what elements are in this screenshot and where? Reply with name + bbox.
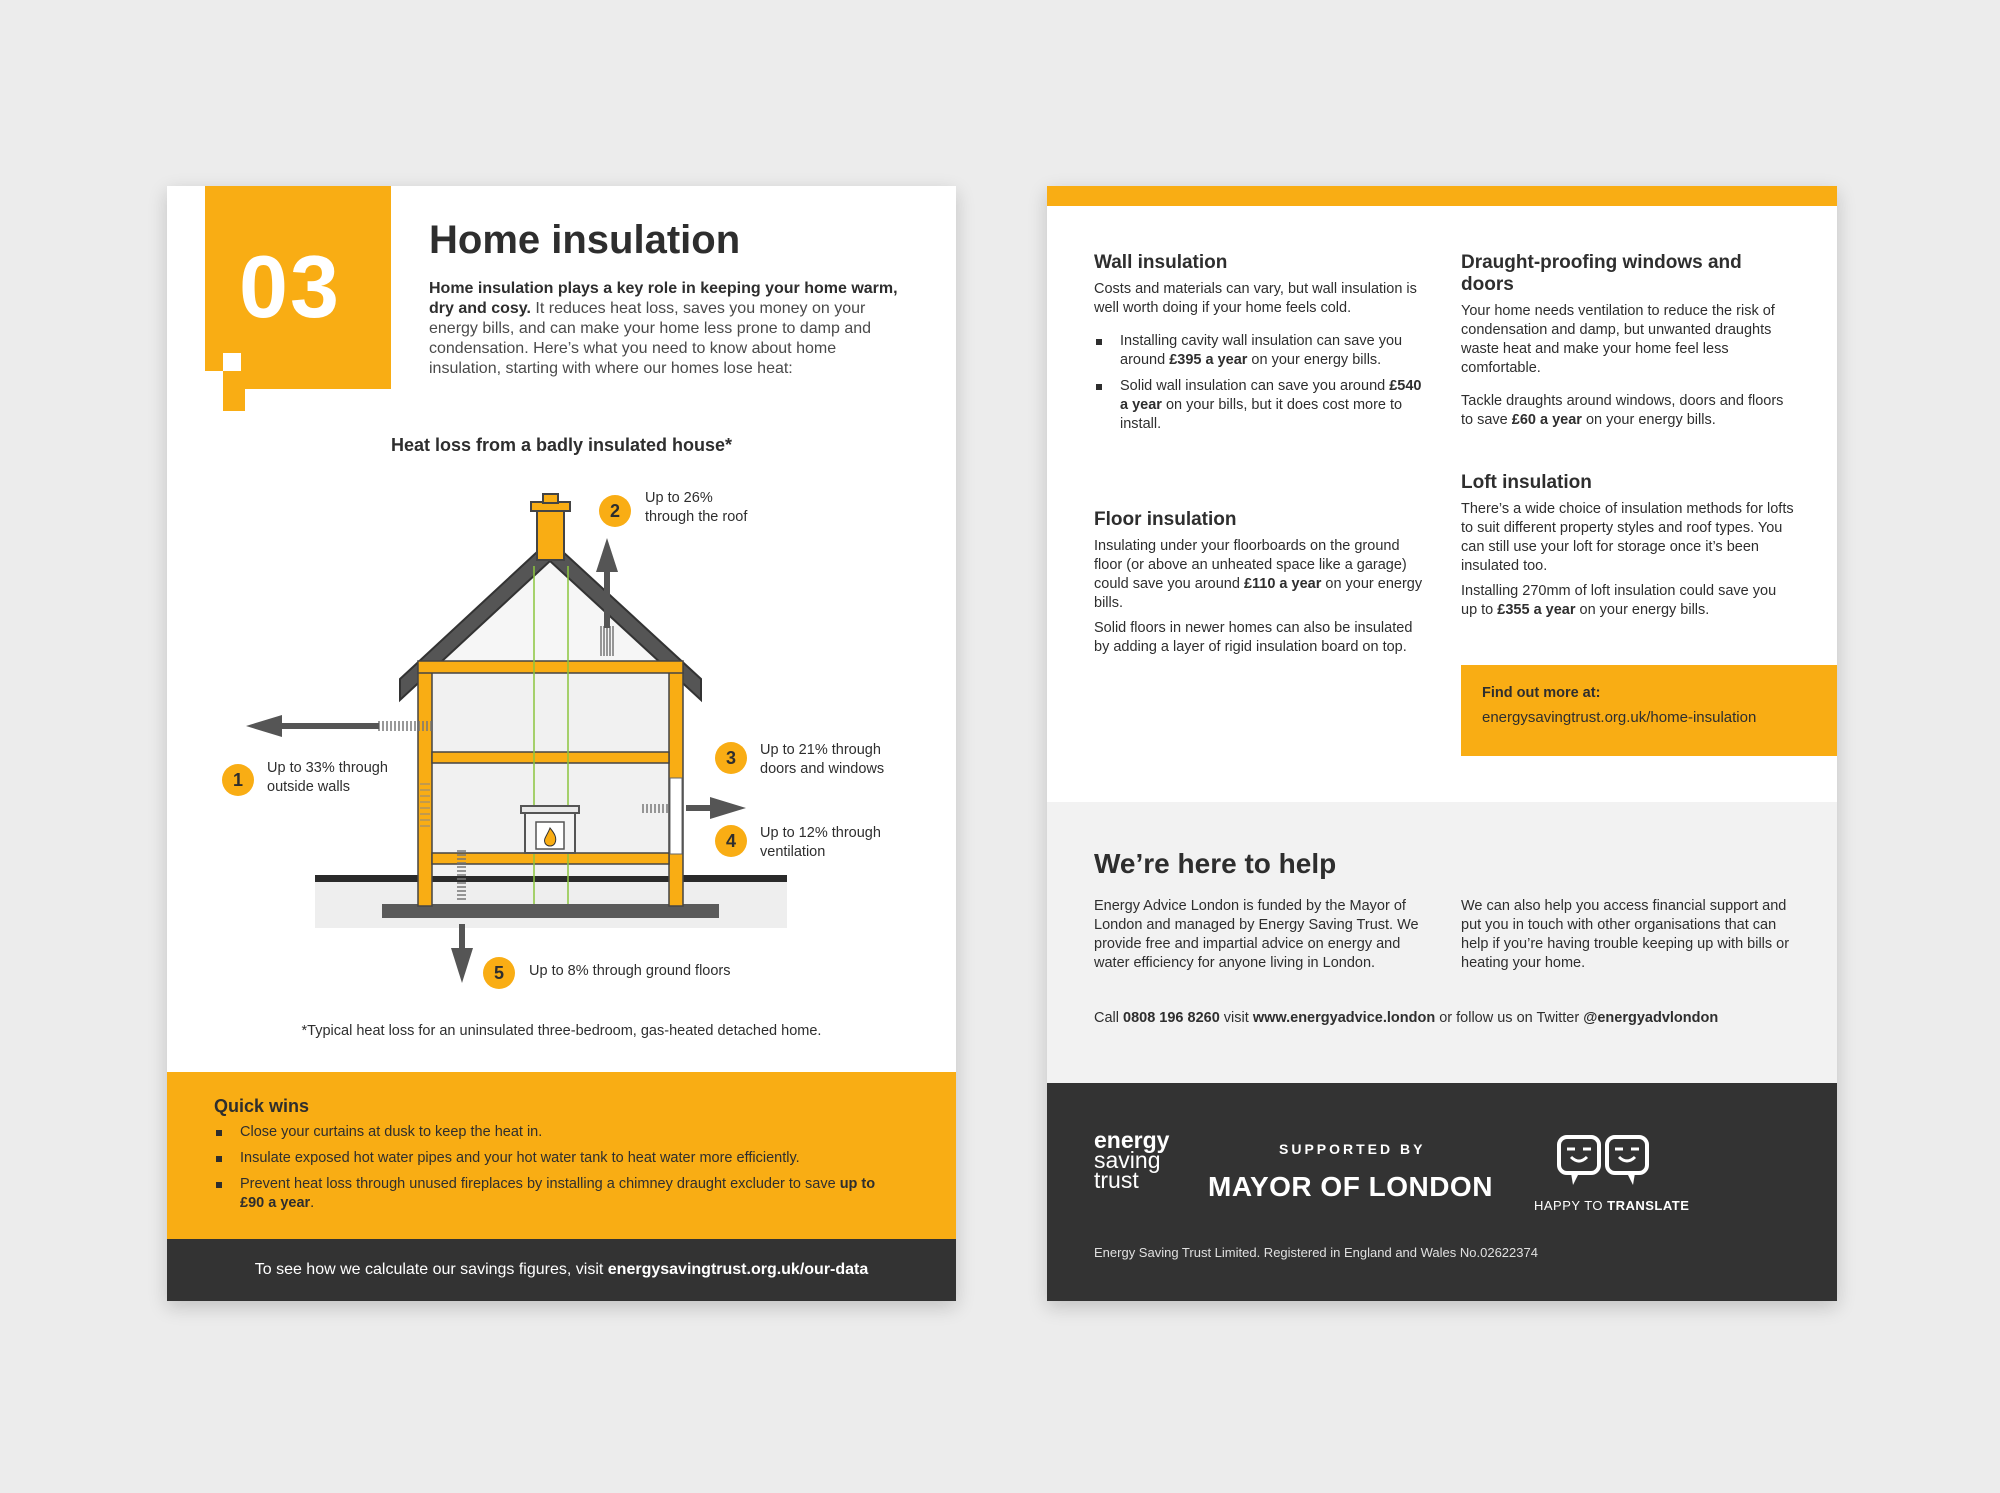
list-item <box>1094 332 1424 370</box>
savings-footer <box>167 1239 956 1301</box>
callout-doors-line1: Up to 21% through <box>760 742 881 758</box>
left-wall <box>418 666 432 906</box>
section-text <box>1461 392 1796 430</box>
callout-roof-line1: Up to 26% <box>645 490 713 506</box>
help-section <box>1047 802 1837 1083</box>
diagram-footnote: *Typical heat loss for an uninsulated three-bedroom, gas-heated detached home. <box>301 1023 822 1039</box>
phone-number[interactable]: 0808 196 8260 <box>1123 1010 1220 1026</box>
twitter-handle[interactable]: @energyadvlondon <box>1583 1010 1719 1026</box>
callout-badge-5: 5 <box>483 957 515 989</box>
callout-ventilation <box>760 824 881 862</box>
section-heading: Wall insulation <box>1094 252 1228 273</box>
callout-badge-2: 2 <box>599 495 631 527</box>
section-text-end: on your energy bills. <box>1575 602 1710 618</box>
section-heading: Loft insulation <box>1461 472 1592 493</box>
htt-text: HAPPY TO <box>1534 1198 1608 1213</box>
wall-bullets <box>1094 332 1424 434</box>
section-text <box>1461 582 1796 620</box>
diagram-title: Heat loss from a badly insulated house* <box>390 435 733 455</box>
callout-badge-3: 3 <box>715 742 747 774</box>
floor-insulation-section <box>1094 509 1424 663</box>
list-item-bold: £395 a year <box>1169 352 1248 368</box>
ground-floor <box>432 853 669 864</box>
section-number: 03 <box>239 237 341 336</box>
section-heading: Draught-proofing windows and doors <box>1461 252 1742 295</box>
list-item <box>1094 377 1424 434</box>
find-out-more-box <box>1461 665 1837 756</box>
section-text-part: Tackle draughts around windows, doors and floors to save <box>1461 393 1784 428</box>
list-item-text: Prevent heat loss through unused fireplaces by installing a chimney draught excluder to save <box>240 1176 840 1192</box>
htt-bold: TRANSLATE <box>1607 1198 1690 1213</box>
list-item-end: on your bills, but it does cost more to install. <box>1120 397 1403 432</box>
section-text-bold: £110 a year <box>1243 576 1322 592</box>
ground-fill <box>315 876 787 928</box>
mayor-of-london-logo: MAYOR OF LONDON <box>1208 1171 1493 1202</box>
registration-text: Energy Saving Trust Limited. Registered in England and Wales No.02622374 <box>1094 1245 1538 1260</box>
callout-ventilation-line1: Up to 12% through <box>760 825 881 841</box>
list-item <box>214 1175 894 1213</box>
section-text: Your home needs ventilation to reduce the risk of condensation and damp, but unwanted draughts waste heat and make your home feel less comfortable. <box>1461 303 1775 376</box>
callout-floors <box>529 962 731 981</box>
list-item-text: Solid wall insulation can save you around <box>1120 378 1390 394</box>
logo-line2: saving <box>1094 1147 1161 1173</box>
callout-roof-line2: through the roof <box>645 509 748 525</box>
section-text-part: Insulating under your floorboards on the ground floor (or above an unheated space like a garage) could save you around <box>1094 538 1407 592</box>
supported-by-label: SUPPORTED BY <box>1279 1141 1426 1157</box>
section-text-end: on your energy bills. <box>1094 576 1423 611</box>
callout-badge-4: 4 <box>715 825 747 857</box>
brand-footer <box>1047 1083 1837 1301</box>
help-text-left: Energy Advice London is funded by the Mayor of London and managed by Energy Saving Trust. We provide free and impartial advice on energy and water efficiency for anyone living in London. <box>1094 898 1419 971</box>
contact-line <box>1094 1010 1718 1026</box>
section-text-bold: £60 a year <box>1511 412 1582 428</box>
accent-bar <box>1047 186 1837 206</box>
list-item-bold: up to £90 a year <box>240 1176 876 1211</box>
callout-badge-1: 1 <box>222 764 254 796</box>
section-text: Solid floors in newer homes can also be insulated by adding a layer of rigid insulation board on top. <box>1094 620 1413 655</box>
window <box>670 778 682 854</box>
logo-line3: trust <box>1094 1167 1139 1193</box>
callout-ventilation-line2: ventilation <box>760 844 826 860</box>
list-item-end: . <box>310 1195 315 1211</box>
section-text <box>1094 537 1424 613</box>
callout-walls-line1: Up to 33% through <box>267 760 388 776</box>
quick-wins-panel <box>167 1072 956 1239</box>
list-item-end: on your energy bills. <box>1247 352 1382 368</box>
help-heading: We’re here to help <box>1094 848 1337 879</box>
quick-wins-list <box>214 1123 956 1213</box>
callout-floors-line1: Up to 8% through ground floors <box>529 963 731 979</box>
happy-to-translate-logo <box>1534 1198 1689 1213</box>
list-item-bold: £540 a year <box>1120 378 1422 413</box>
fireplace-icon <box>521 806 579 853</box>
intro-bold: Home insulation plays a key role in keeping your home warm, dry and cosy. <box>429 280 898 317</box>
section-text-part: Installing 270mm of loft insulation could save you up to <box>1461 583 1777 618</box>
contact-follow-label: or follow us on Twitter <box>1435 1010 1584 1026</box>
heat-arrow-walls <box>246 715 431 737</box>
find-out-link[interactable]: energysavingtrust.org.uk/home-insulation <box>1482 709 1757 726</box>
footer-text: To see how we calculate our savings figures, visit <box>254 1261 608 1278</box>
footer-link[interactable]: energysavingtrust.org.uk/our-data <box>607 1261 869 1278</box>
insulation-leaflet-back <box>1047 186 1837 1301</box>
callout-doors <box>760 741 884 779</box>
page-title: Home insulation <box>429 218 741 262</box>
section-text-end: on your energy bills. <box>1581 412 1716 428</box>
loft-floor <box>418 661 683 673</box>
section-text: Costs and materials can vary, but wall insulation is well worth doing if your home feels cold. <box>1094 281 1417 316</box>
logo-line1: energy <box>1094 1127 1170 1153</box>
chimney <box>537 508 564 560</box>
section-heading: Floor insulation <box>1094 509 1237 530</box>
help-text-right: We can also help you access financial support and put you in touch with other organisations that can help if you’re having trouble keeping up with bills or heating your home. <box>1461 898 1790 971</box>
speech-faces-icon <box>1557 1133 1649 1193</box>
quick-wins-heading: Quick wins <box>214 1096 310 1116</box>
callout-walls-line2: outside walls <box>267 779 351 795</box>
section-text-bold: £355 a year <box>1497 602 1576 618</box>
draught-proofing-section <box>1461 252 1796 436</box>
callout-walls <box>267 759 388 797</box>
heat-loss-house-diagram <box>167 186 956 986</box>
callout-roof <box>645 489 747 527</box>
insulation-leaflet-front <box>167 186 956 1301</box>
list-item-text: Installing cavity wall insulation can save you around <box>1120 333 1403 368</box>
intro-text: It reduces heat loss, saves you money on your energy bills, and can make your home less prone to damp and condensation. Here’s what you need to know about home insulation, starting with where our homes lose heat: <box>429 300 872 377</box>
contact-visit-label: visit <box>1219 1010 1253 1026</box>
ground-line <box>315 875 787 882</box>
loft-insulation-section <box>1461 472 1796 626</box>
callout-doors-line2: doors and windows <box>760 761 885 777</box>
contact-call-label: Call <box>1094 1010 1124 1026</box>
website-link[interactable]: www.energyadvice.london <box>1252 1010 1436 1026</box>
first-floor <box>432 752 669 763</box>
find-out-label: Find out more at: <box>1482 685 1601 701</box>
list-item: Insulate exposed hot water pipes and your hot water tank to heat water more efficiently. <box>214 1149 894 1168</box>
list-item: Close your curtains at dusk to keep the heat in. <box>214 1123 894 1142</box>
chimney-pot <box>543 494 558 503</box>
energy-saving-trust-logo <box>1094 1127 1170 1193</box>
attic-space <box>420 546 681 666</box>
section-text: There’s a wide choice of insulation methods for lofts to suit different property styles and roof types. You can still use your loft for storage once it’s been insulated too. <box>1461 501 1794 574</box>
wall-insulation-section <box>1094 252 1424 441</box>
